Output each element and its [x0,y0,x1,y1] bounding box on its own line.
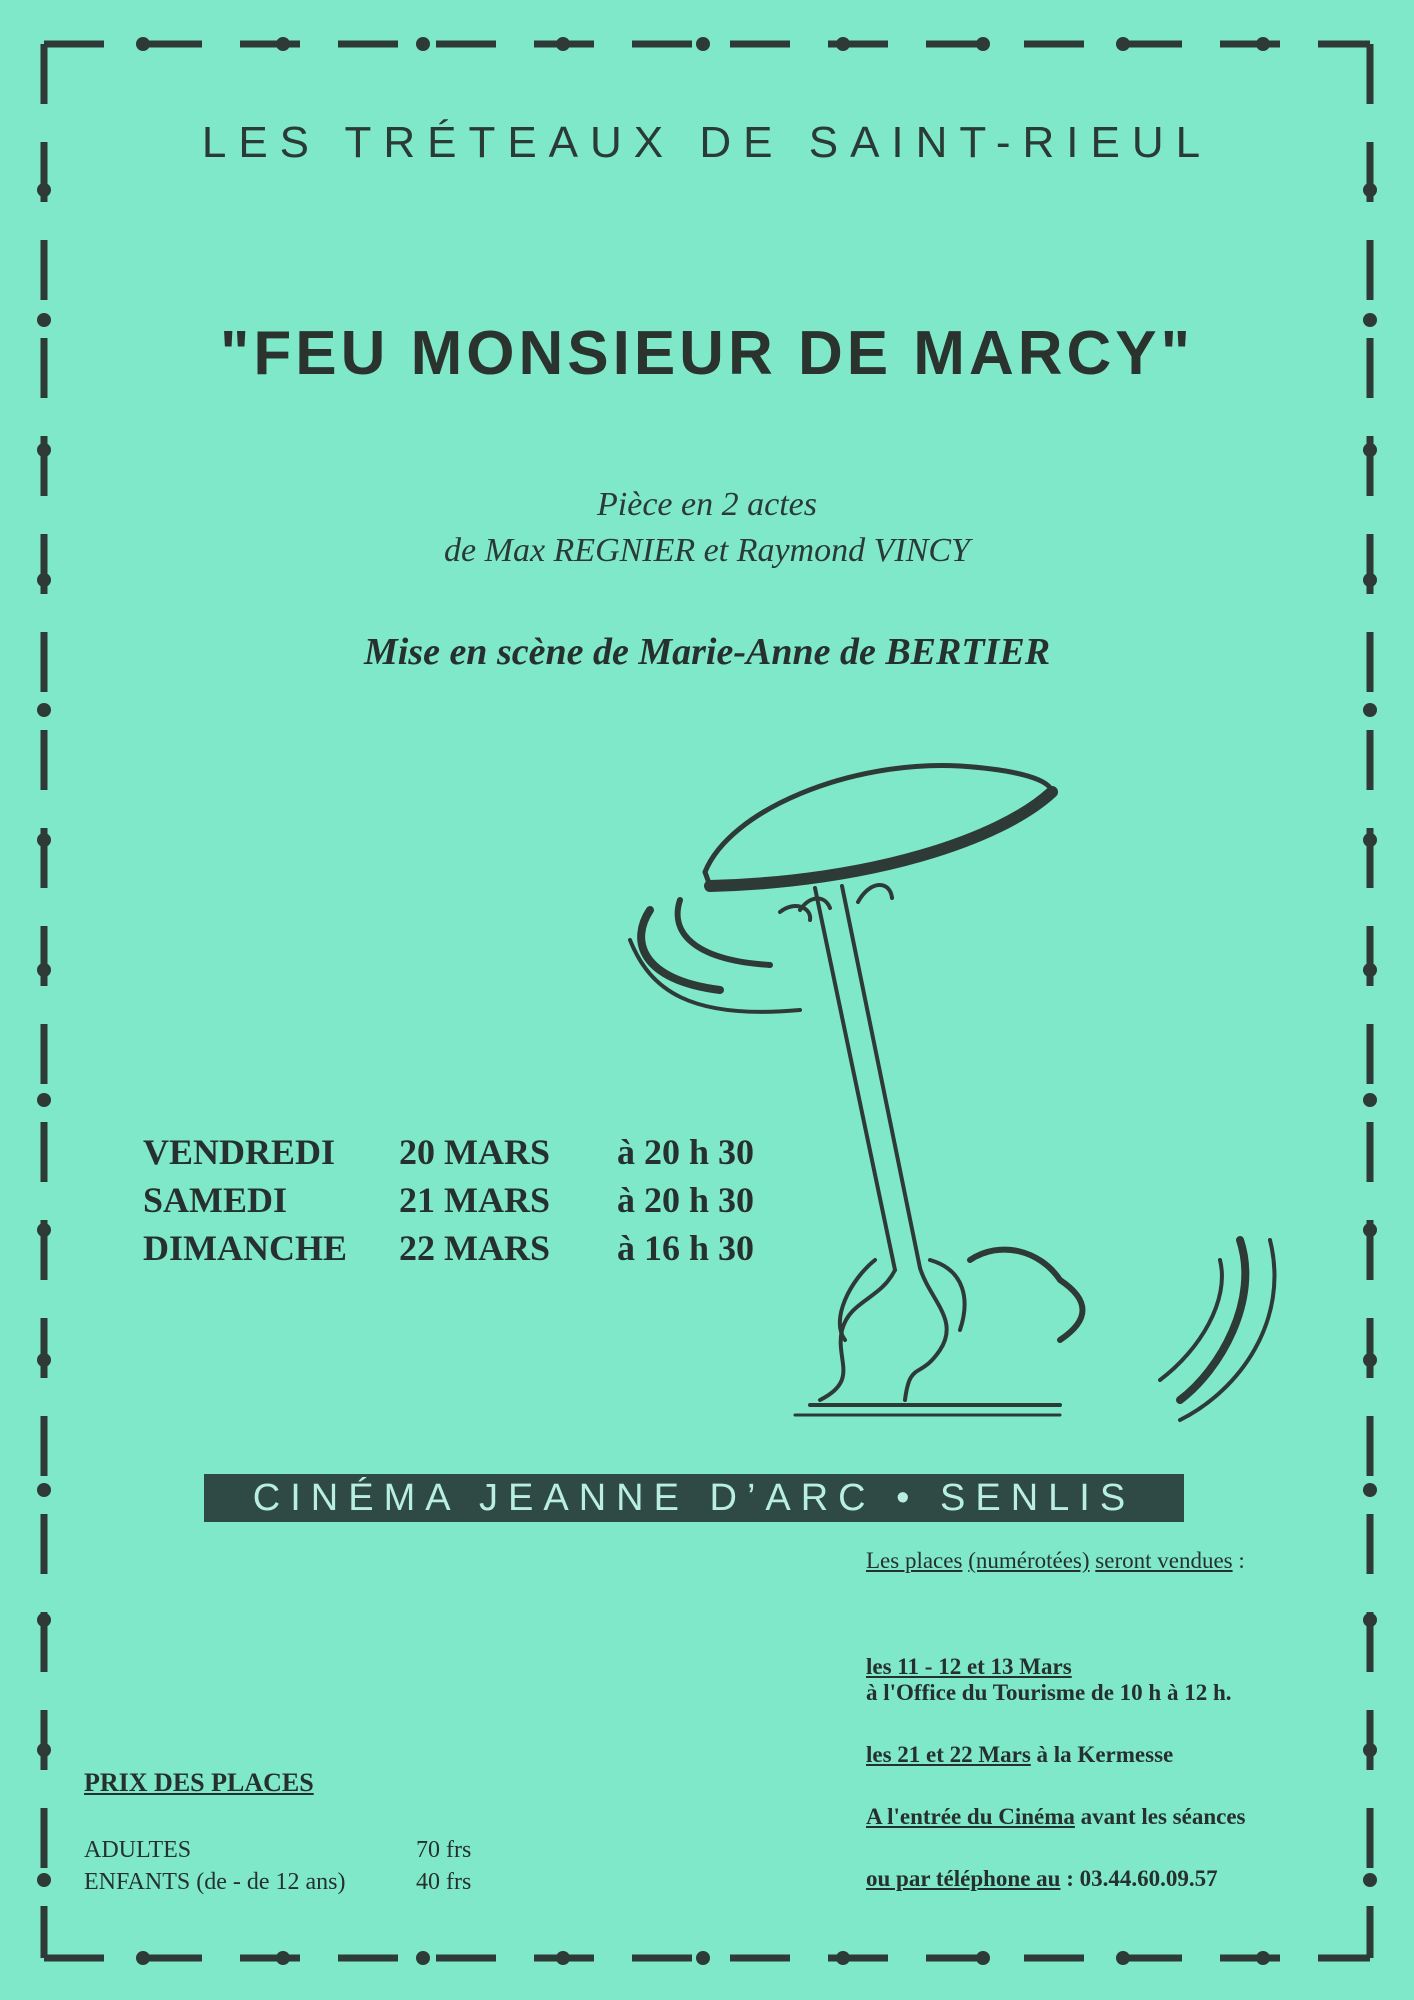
performance-day: DIMANCHE [143,1228,347,1268]
border-dot [1363,1743,1377,1757]
border-dot [37,1483,51,1497]
border-dot [276,37,290,51]
price-label: ENFANTS (de - de 12 ans) [84,1869,346,1895]
border-dot [556,1951,570,1965]
border-dot [37,573,51,587]
play-title: "FEU MONSIEUR DE MARCY" [219,319,1195,388]
phone-label: ou par téléphone au [866,1866,1061,1891]
dancing-pedestal-table-icon [620,740,1320,1440]
border-dot [1363,1613,1377,1627]
border-dot [136,1951,150,1965]
sales-intro-d: : [1232,1548,1245,1573]
sales-item-phone [866,1866,1346,1892]
border-dot [1256,37,1270,51]
border-dot [836,37,850,51]
border-dot [136,37,150,51]
border-dot [1363,1483,1377,1497]
border-dot [37,443,51,457]
sales-intro-c: seront vendues [1095,1548,1233,1573]
border-dot [1256,1951,1270,1965]
border-dot [556,37,570,51]
performance-time: à 20 h 30 [617,1180,755,1220]
border-dot [37,1873,51,1887]
price-row [84,1866,471,1898]
venue-banner: CINÉMA JEANNE D’ARC • SENLIS [204,1474,1184,1522]
border-dot [696,1951,710,1965]
performance-row [143,1176,817,1224]
troupe-name: LES TRÉTEAUX DE SAINT-RIEUL [201,118,1213,167]
border-dot [1363,1353,1377,1367]
sales-item [866,1654,1346,1706]
price-list [84,1768,471,1898]
performance-date: 20 MARS [399,1132,550,1172]
border-dot [1116,37,1130,51]
border-dot [976,1951,990,1965]
price-value: 70 frs [416,1837,472,1863]
sales-item [866,1804,1346,1830]
sales-item-text: à la Kermesse [1030,1742,1174,1767]
subtitle-authors: de Max REGNIER et Raymond VINCY [444,532,970,569]
border-dot [37,1093,51,1107]
play-subtitle [0,482,1414,574]
border-dot [1363,1223,1377,1237]
performance-row [143,1224,817,1272]
sales-item-date: les 21 et 22 Mars [866,1742,1031,1767]
sales-item-text: à l'Office du Tourisme de 10 h à 12 h. [866,1680,1232,1705]
price-value: 40 frs [416,1869,472,1895]
sales-intro-b: (numérotées) [968,1548,1090,1573]
border-dot [37,963,51,977]
border-dot [1363,443,1377,457]
performance-date: 22 MARS [399,1228,550,1268]
border-dot [1363,573,1377,587]
sales-item-text: avant les séances [1074,1804,1246,1829]
border-dot [976,37,990,51]
price-label: ADULTES [84,1837,192,1863]
price-row [84,1834,471,1866]
sales-item [866,1742,1346,1768]
ticket-sales-info [866,1548,1346,1892]
subtitle-line-1: Pièce en 2 actes [597,486,817,523]
sales-item-date: les 11 - 12 et 13 Mars [866,1654,1072,1679]
border-dot [416,1951,430,1965]
border-dot [37,833,51,847]
phone-number: : 03.44.60.09.57 [1060,1866,1218,1891]
sales-intro [866,1548,1346,1574]
border-dot [1363,703,1377,717]
border-dot [1116,1951,1130,1965]
border-dot [276,1951,290,1965]
sales-item-place: A l'entrée du Cinéma [866,1804,1075,1829]
border-dot [1363,183,1377,197]
sales-intro-a: Les places [866,1548,963,1573]
border-dot [37,703,51,717]
border-dot [37,1353,51,1367]
border-dot [1363,833,1377,847]
border-dot [1363,1873,1377,1887]
border-dot [696,37,710,51]
border-dot [416,37,430,51]
border-dot [37,1613,51,1627]
border-dot [37,183,51,197]
border-dot [836,1951,850,1965]
price-list-title: PRIX DES PLACES [84,1768,314,1797]
border-dot [37,1743,51,1757]
performance-day: SAMEDI [143,1180,288,1220]
performance-day: VENDREDI [143,1132,336,1172]
border-dot [1363,1093,1377,1107]
border-dot [1363,963,1377,977]
border-dot [37,1223,51,1237]
director-credit: Mise en scène de Marie-Anne de BERTIER [363,631,1051,673]
performance-row [143,1128,817,1176]
performance-time: à 16 h 30 [617,1228,755,1268]
performance-schedule [143,1128,817,1272]
performance-date: 21 MARS [399,1180,550,1220]
performance-time: à 20 h 30 [617,1132,755,1172]
